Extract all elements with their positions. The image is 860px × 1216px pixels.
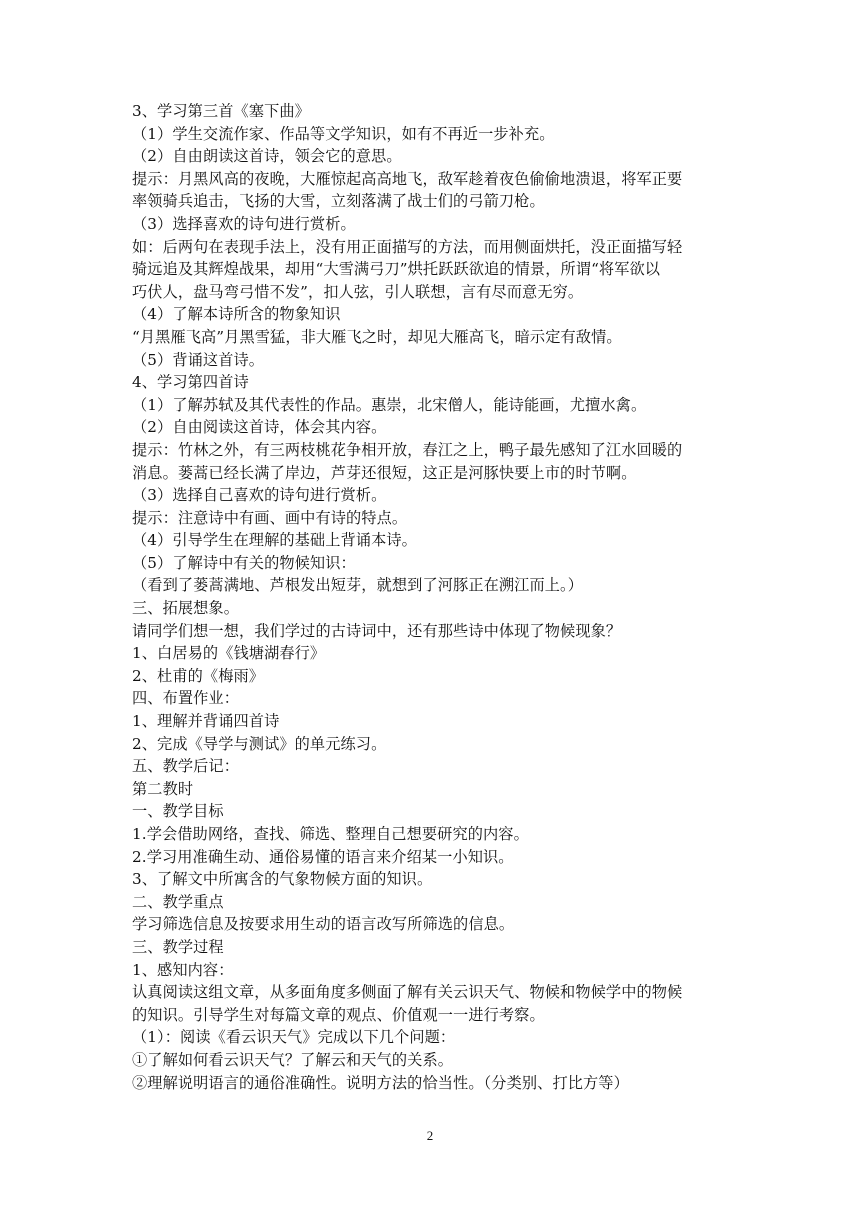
text-line: 1、白居易的《钱塘湖春行》 [132,644,326,663]
text-line: 如：后两句在表现手法上，没有用正面描写的方法，而用侧面烘托，没正面描写轻 [132,237,683,256]
text-line: （2）自由阅读这首诗，体会其内容。 [132,418,387,437]
text-line: （2）自由朗读这首诗，领会它的意思。 [132,147,402,166]
text-line: 3、了解文中所寓含的气象物候方面的知识。 [132,870,433,889]
text-line: 三、教学过程 [132,937,224,956]
text-line: （看到了蒌蒿满地、芦根发出短芽，就想到了河豚正在溯江而上。） [132,576,584,595]
text-line: ②理解说明语言的通俗准确性。说明方法的恰当性。（分类别、打比方等） [132,1073,629,1092]
text-line: （1）：阅读《看云识天气》完成以下几个问题： [132,1028,456,1047]
text-line: （5）了解诗中有关的物候知识： [132,553,356,572]
text-line: 五、教学后记： [132,757,240,776]
page-number: 2 [426,1128,434,1143]
text-line: ①了解如何看云识天气？了解云和天气的关系。 [132,1050,454,1069]
text-line: 提示：月黑风高的夜晚，大雁惊起高高地飞，敌军趁着夜色偷偷地溃退，将军正要 [132,169,683,188]
text-line: 1、感知内容： [132,960,234,979]
text-line: 巧伏人，盘马弯弓惜不发”，扣人弦，引人联想，言有尽而意无穷。 [132,282,584,301]
text-line: 提示：竹林之外，有三两枝桃花争相开放，春江之上，鸭子最先感知了江水回暖的 [132,440,683,459]
text-line: 第二教时 [132,779,194,798]
document-body [132,100,732,1094]
text-line: 2、完成《导学与测试》的单元练习。 [132,734,387,753]
text-line: （4）了解本诗所含的物象知识 [132,305,341,324]
text-line: 2、杜甫的《梅雨》 [132,666,265,685]
text-line: （3）选择喜欢的诗句进行赏析。 [132,214,356,233]
text-line: 学习筛选信息及按要求用生动的语言改写所筛选的信息。 [132,915,515,934]
text-line: 的知识。引导学生对每篇文章的观点、价值观一一进行考察。 [132,1005,545,1024]
text-line: 2.学习用准确生动、通俗易懂的语言来介绍某一小知识。 [132,847,514,866]
text-line: （4）引导学生在理解的基础上背诵本诗。 [132,531,417,550]
text-line: 3、学习第三首《塞下曲》 [132,102,310,120]
text-line: 消息。蒌蒿已经长满了岸边，芦芽还很短，这正是河豚快要上市的时节啊。 [132,463,637,482]
text-line: 提示：注意诗中有画、画中有诗的特点。 [132,508,408,527]
text-line: 二、教学重点 [132,892,224,911]
text-line: （1）了解苏轼及其代表性的作品。惠崇，北宋僧人，能诗能画，尤擅水禽。 [132,395,647,414]
text-line: 一、教学目标 [132,802,224,821]
text-line: 1.学会借助网络，查找、筛选、整理自己想要研究的内容。 [132,825,529,843]
text-line: 认真阅读这组文章，从多面角度多侧面了解有关云识天气、物候和物候学中的物候 [132,983,683,1002]
text-line: 率领骑兵追击，飞扬的大雪，立刻落满了战士们的弓箭刀枪。 [132,192,545,211]
text-line: 4、学习第四首诗 [132,373,249,392]
text-line: “月黑雁飞高”月黑雪猛，非大雁飞之时，却见大雁高飞，暗示定有敌情。 [132,327,622,346]
text-line: 1、理解并背诵四首诗 [132,712,280,731]
text-line: （5）背诵这首诗。 [132,350,265,369]
text-line: 请同学们想一想，我们学过的古诗词中，还有那些诗中体现了物候现象？ [132,621,622,640]
text-line: （3）选择自己喜欢的诗句进行赏析。 [132,486,387,505]
text-line: （1）学生交流作家、作品等文学知识，如有不再近一步补充。 [132,124,555,143]
text-line: 四、布置作业： [132,689,240,708]
text-line: 三、拓展想象。 [132,599,240,618]
text-line: 骑远追及其辉煌战果，却用“大雪满弓刀”烘托跃跃欲追的情景，所谓“将军欲以 [132,260,661,279]
